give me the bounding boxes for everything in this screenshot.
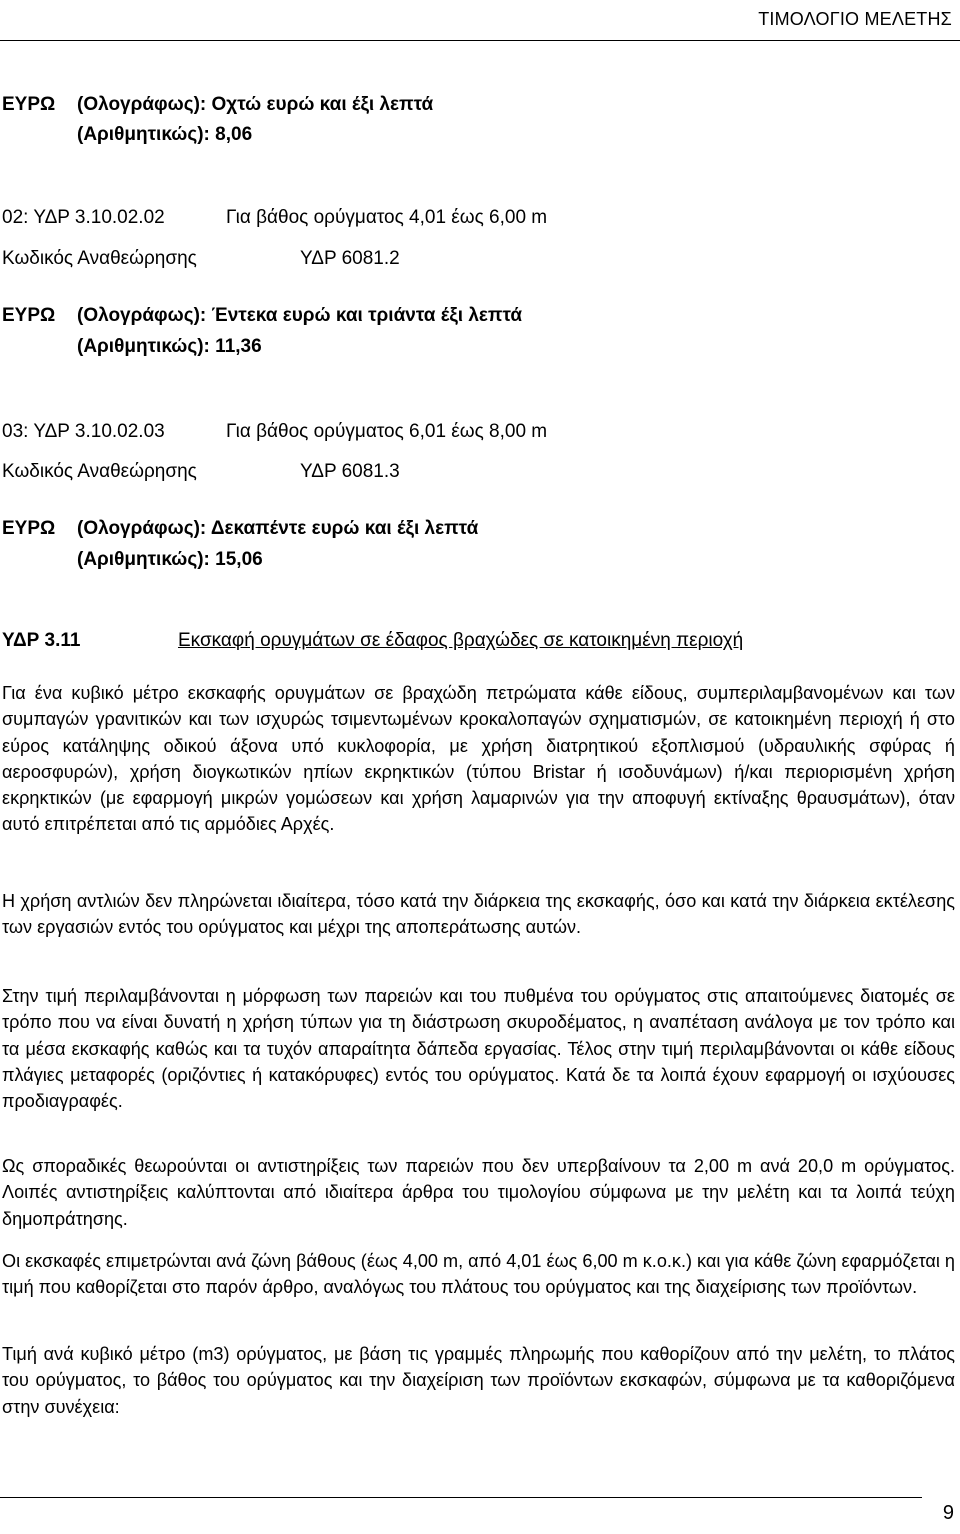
sub-item-code: 03: ΥΔΡ 3.10.02.03: [2, 421, 165, 442]
words-label: (Ολογράφως):: [77, 518, 207, 539]
price-numeric-line: [77, 336, 262, 358]
article-paragraph: Ως σποραδικές θεωρούνται οι αντιστηρίξεις των παρειών που δεν υπερβαίνουν τα 2,00 m ανά 20,0 m ορύγματος. Λοιπές αντιστηρίξεις καλύπτονται από ιδιαίτερα άρθρα του τιμολογίου σύμφωνα με την μελέτη και τα λοιπά τεύχη δημοπράτησης.: [2, 1156, 955, 1229]
words-label: (Ολογράφως):: [77, 94, 207, 115]
revision-code-line: [2, 248, 400, 270]
sub-item-code: 02: ΥΔΡ 3.10.02.02: [2, 207, 165, 228]
words-value: Έντεκα ευρώ και τριάντα έξι λεπτά: [211, 305, 523, 326]
revision-code: ΥΔΡ 6081.3: [300, 461, 400, 482]
euro-label: ΕΥΡΩ: [2, 94, 56, 115]
revision-label: Κωδικός Αναθεώρησης: [2, 461, 197, 482]
numeric-value: 8,06: [215, 124, 253, 145]
numeric-label: (Αριθμητικώς):: [77, 549, 210, 570]
price-words-line: [2, 94, 433, 116]
sub-item-header: [2, 207, 547, 229]
article-paragraph: Στην τιμή περιλαμβάνονται η μόρφωση των παρειών και του πυθμένα του ορύγματος στις απαιτούμενες διατομές σε τρόπο που να είναι δυνατή η χρήση τύπων για τη διάστρωση σκυροδέματος, η αναπέταση ανάλογα με τον τρόπο και τα μέσα εκσκαφής καθώς και τα τυχόν απαραίτητα δάπεδα εργασίας. Τέλος στην τιμή περιλαμβάνονται οι κάθε είδους πλάγιες μεταφορές (οριζόντιες ή κατακόρυφες) εντός του ορύγματος. Κατά δε τα λοιπά έχουν εφαρμογή οι ισχύουσες προδιαγραφές.: [2, 986, 955, 1112]
price-numeric-line: [77, 549, 263, 571]
revision-code: ΥΔΡ 6081.2: [300, 248, 400, 269]
header-divider: [0, 40, 960, 41]
page-number: 9: [942, 1502, 954, 1524]
revision-label: Κωδικός Αναθεώρησης: [2, 248, 197, 269]
article-paragraph: Τιμή ανά κυβικό μέτρο (m3) ορύγματος, με βάση τις γραμμές πληρωμής που καθορίζουν από την μελέτη, το πλάτος του ορύγματος, το βάθος του ορύγματος και την διαχείριση των προϊόντων εκσκαφών, σύμφωνα με τα καθοριζόμενα στην συνέχεια:: [2, 1344, 955, 1417]
sub-item-description: Για βάθος ορύγματος 4,01 έως 6,00 m: [226, 207, 548, 228]
numeric-label: (Αριθμητικώς):: [77, 336, 210, 357]
sub-item-description: Για βάθος ορύγματος 6,01 έως 8,00 m: [226, 421, 548, 442]
revision-code-line: [2, 461, 400, 483]
price-words-line: [2, 518, 478, 540]
numeric-value: 15,06: [215, 549, 263, 570]
article-code: ΥΔΡ 3.11: [2, 630, 81, 651]
footer-divider: [0, 1497, 922, 1498]
words-label: (Ολογράφως):: [77, 305, 207, 326]
price-numeric-line: [77, 124, 252, 146]
article-paragraph: Η χρήση αντλιών δεν πληρώνεται ιδιαίτερα, τόσο κατά την διάρκεια της εκσκαφής, όσο και κατά την διάρκεια εκτέλεσης των εργασιών εντός του ορύγματος και μέχρι της αποπεράτωσης αυτών.: [2, 891, 955, 938]
numeric-label: (Αριθμητικώς):: [77, 124, 210, 145]
price-words-line: [2, 305, 522, 327]
article-title: Εκσκαφή ορυγμάτων σε έδαφος βραχώδες σε κατοικημένη περιοχή: [178, 630, 744, 651]
article-heading: [2, 630, 743, 652]
page-header-title: ΤΙΜΟΛΟΓΙΟ ΜΕΛΕΤΗΣ: [758, 9, 952, 29]
article-paragraph: Οι εκσκαφές επιμετρώνται ανά ζώνη βάθους (έως 4,00 m, από 4,01 έως 6,00 m κ.ο.κ.) και για κάθε ζώνη εφαρμόζεται η τιμή που καθορίζεται στο παρόν άρθρο, αναλόγως του πλάτους του ορύγματος και της διαχείρισης των προϊόντων.: [2, 1251, 955, 1298]
words-value: Δεκαπέντε ευρώ και έξι λεπτά: [210, 518, 479, 539]
numeric-value: 11,36: [215, 336, 262, 357]
sub-item-header: [2, 421, 547, 443]
euro-label: ΕΥΡΩ: [2, 518, 56, 539]
euro-label: ΕΥΡΩ: [2, 305, 56, 326]
words-value: Οχτώ ευρώ και έξι λεπτά: [211, 94, 434, 115]
article-paragraph: Για ένα κυβικό μέτρο εκσκαφής ορυγμάτων σε βραχώδη πετρώματα κάθε είδους, συμπεριλαμβανομένων και των συμπαγών γρανιτικών και των ισχυρώς τσιμεντωμένων κροκαλοπαγών σχηματισμών, σε κατοικημένη περιοχή ή στο εύρος κατάληψης οδικού άξονα υπό κυκλοφορία, με χρήση διατρητικού εξοπλισμού (υδραυλικής σφύρας ή αεροσφυρών), χρήση διογκωτικών ηπίων εκρηκτικών (τύπου Bristar ή ισοδυνάμων) ή/και περιορισμένη χρήση εκρηκτικών (με εφαρμογή μικρών γομώσεων και χρήση λαμαρινών για την αποφυγή εκτίναξης θραυσμάτων), όταν αυτό επιτρέπεται από τις αρμόδιες Αρχές.: [2, 683, 955, 835]
